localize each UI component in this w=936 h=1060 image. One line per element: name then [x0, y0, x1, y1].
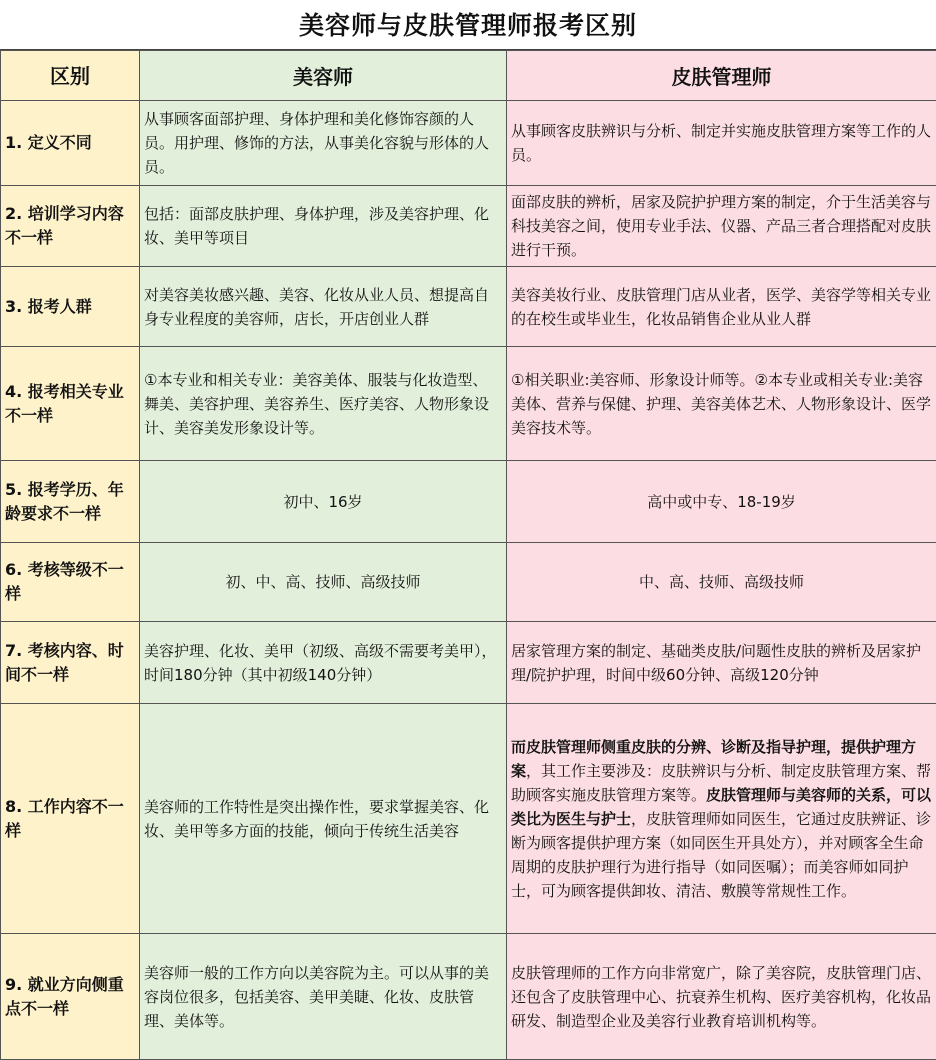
- table-row: [1, 622, 936, 704]
- header-difference: 区别: [1, 51, 140, 101]
- header-beautician: 美容师: [140, 51, 507, 101]
- table-row: [1, 461, 936, 543]
- row-label: 6. 考核等级不一样: [1, 543, 140, 622]
- row-label: 7. 考核内容、时间不一样: [1, 622, 140, 704]
- beautician-cell: 美容师的工作特性是突出操作性，要求掌握美容、化妆、美甲等多方面的技能，倾向于传统生活美容: [140, 704, 507, 934]
- beautician-cell: 美容护理、化妆、美甲（初级、高级不需要考美甲），时间180分钟（其中初级140分钟）: [140, 622, 507, 704]
- skin-manager-cell: 皮肤管理师的工作方向非常宽广，除了美容院，皮肤管理门店、还包含了皮肤管理中心、抗衰养生机构、医疗美容机构，化妆品研发、制造型企业及美容行业教育培训机构等。: [507, 934, 936, 1060]
- body-text: ，皮肤管理师如同医生，它通过皮肤辨证、诊断为顾客提供护理方案（如同医生开具处方），并对顾客全生命周期的皮肤护理行为进行指导（如同医嘱）；而美容师如同护士，可为顾客提供卸妆、清洁、敷膜等常规性工作。: [511, 810, 931, 900]
- comparison-table: [0, 50, 936, 1060]
- skin-manager-cell: 中、高、技师、高级技师: [507, 543, 936, 622]
- skin-manager-cell: 从事顾客皮肤辨识与分析、制定并实施皮肤管理方案等工作的人员。: [507, 101, 936, 186]
- header-row: [1, 51, 936, 101]
- beautician-cell: 初、中、高、技师、高级技师: [140, 543, 507, 622]
- beautician-cell: 初中、16岁: [140, 461, 507, 543]
- body-text: ，其工作主要涉及：皮肤辨识与分析、制定皮肤管理方案、帮助顾客实施皮肤管理方案等。: [511, 762, 931, 804]
- skin-manager-cell: 高中或中专、18-19岁: [507, 461, 936, 543]
- bold-text: 皮肤管理师与美容师的关系，可以类比为医生与护士: [511, 786, 931, 828]
- row-label: 2. 培训学习内容不一样: [1, 186, 140, 267]
- table-row: [1, 704, 936, 934]
- table-row: [1, 347, 936, 461]
- table-row: [1, 101, 936, 186]
- header-skin-manager: 皮肤管理师: [507, 51, 936, 101]
- row-label: 5. 报考学历、年龄要求不一样: [1, 461, 140, 543]
- skin-manager-cell: [507, 704, 936, 934]
- row-label: 8. 工作内容不一样: [1, 704, 140, 934]
- skin-manager-cell: 居家管理方案的制定、基础类皮肤/问题性皮肤的辨析及居家护理/院护护理，时间中级60分钟、高级120分钟: [507, 622, 936, 704]
- row-label: 9. 就业方向侧重点不一样: [1, 934, 140, 1060]
- beautician-cell: 美容师一般的工作方向以美容院为主。可以从事的美容岗位很多，包括美容、美甲美睫、化妆、皮肤管理、美体等。: [140, 934, 507, 1060]
- row-label: 1. 定义不同: [1, 101, 140, 186]
- row-label: 3. 报考人群: [1, 267, 140, 347]
- beautician-cell: 对美容美妆感兴趣、美容、化妆从业人员、想提高自身专业程度的美容师，店长，开店创业人群: [140, 267, 507, 347]
- table-row: [1, 186, 936, 267]
- bold-text: 而皮肤管理师侧重皮肤的分辨、诊断及指导护理，提供护理方案: [511, 738, 916, 780]
- table-row: [1, 267, 936, 347]
- table-row: [1, 934, 936, 1060]
- page-title: 美容师与皮肤管理师报考区别: [0, 0, 936, 50]
- table-row: [1, 543, 936, 622]
- beautician-cell: 包括：面部皮肤护理、身体护理，涉及美容护理、化妆、美甲等项目: [140, 186, 507, 267]
- skin-manager-cell: ①相关职业:美容师、形象设计师等。②本专业或相关专业:美容美体、营养与保健、护理、美容美体艺术、人物形象设计、医学美容技术等。: [507, 347, 936, 461]
- skin-manager-cell: 美容美妆行业、皮肤管理门店从业者，医学、美容学等相关专业的在校生或毕业生，化妆品销售企业从业人群: [507, 267, 936, 347]
- beautician-cell: ①本专业和相关专业：美容美体、服装与化妆造型、舞美、美容护理、美容养生、医疗美容、人物形象设计、美容美发形象设计等。: [140, 347, 507, 461]
- row-label: 4. 报考相关专业不一样: [1, 347, 140, 461]
- skin-manager-cell: 面部皮肤的辨析，居家及院护护理方案的制定，介于生活美容与科技美容之间，使用专业手法、仪器、产品三者合理搭配对皮肤进行干预。: [507, 186, 936, 267]
- beautician-cell: 从事顾客面部护理、身体护理和美化修饰容颜的人员。用护理、修饰的方法，从事美化容貌与形体的人员。: [140, 101, 507, 186]
